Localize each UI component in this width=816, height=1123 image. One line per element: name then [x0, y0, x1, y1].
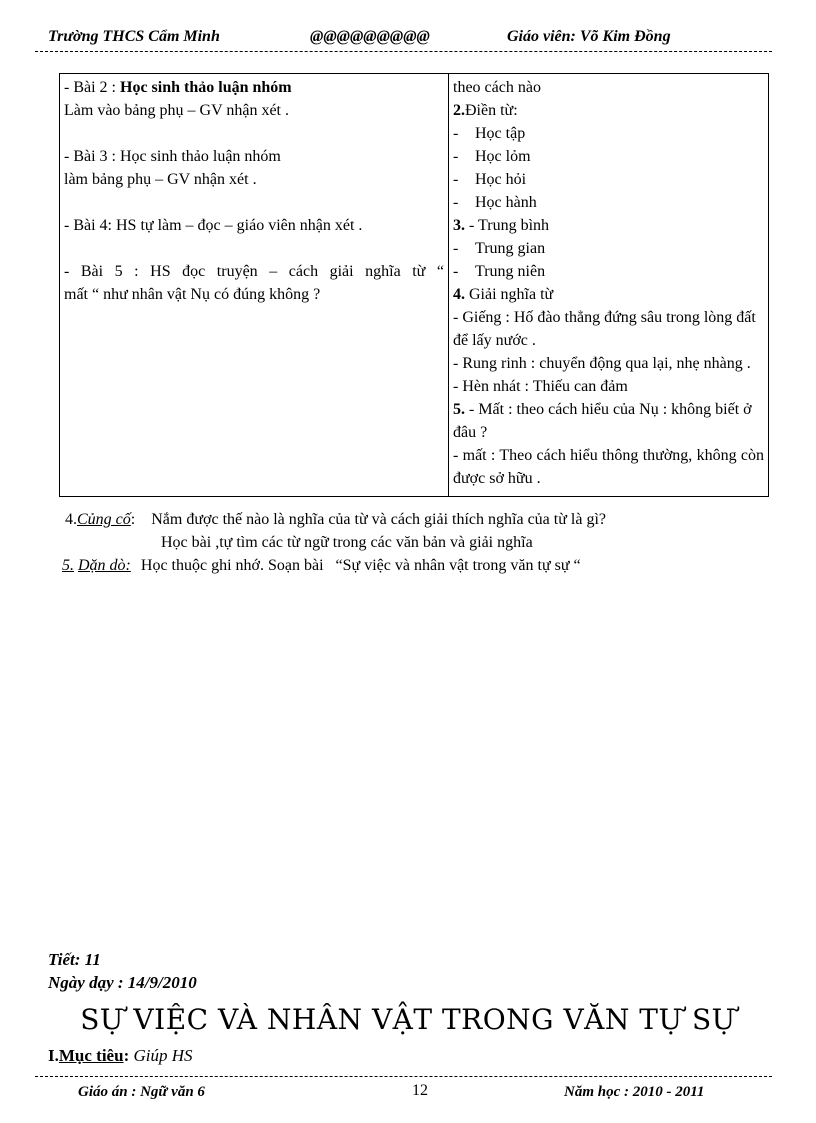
consolidation-text-2: Học bài ,tự tìm các từ ngữ trong các văn bản và giải nghĩa	[161, 534, 533, 551]
list-item: - Học lỏm	[453, 145, 764, 168]
exercise-table	[59, 73, 769, 497]
header-divider	[35, 51, 772, 52]
exercise-2-prefix: - Bài 2 :	[64, 79, 120, 96]
header-teacher: Giáo viên: Võ Kim Đồng	[507, 28, 671, 45]
section-3-heading	[453, 214, 764, 237]
consolidation-number: 4.	[65, 511, 77, 528]
section-3-title: - Trung bình	[465, 217, 550, 234]
consolidation-line	[65, 511, 606, 529]
lesson-number: Tiết: 11	[48, 950, 101, 969]
list-item: - Trung gian	[453, 237, 764, 260]
exercise-2-title: Học sinh thảo luận nhóm	[120, 79, 292, 96]
homework-text: Học thuộc ghi nhớ. Soạn bài “Sự việc và nhân vật trong văn tự sự “	[140, 557, 581, 574]
section-3-number: 3.	[453, 217, 465, 234]
objectives-colon: :	[123, 1046, 130, 1065]
list-item: - Học hỏi	[453, 168, 764, 191]
exercise-4-line: - Bài 4: HS tự làm – đọc – giáo viên nhận xét .	[64, 217, 363, 234]
definition-mat: - mất : Theo cách hiểu thông thường, không còn được sở hữu .	[453, 447, 764, 487]
definition-gieng: - Giếng : Hố đào thẳng đứng sâu trong lòng đất để lấy nước .	[453, 309, 756, 349]
list-item: - Học hành	[453, 191, 764, 214]
activities-column	[60, 74, 449, 497]
exercise-5-detail: mất “ như nhân vật Nụ có đúng không ?	[64, 286, 321, 303]
exercise-2-detail: Làm vào bảng phụ – GV nhận xét .	[64, 102, 289, 119]
section-2-number: 2.	[453, 102, 465, 119]
footer-school-year: Năm học : 2010 - 2011	[564, 1084, 705, 1100]
lesson-title: SỰ VIỆC VÀ NHÂN VẬT TRONG VĂN TỰ SỰ	[80, 1003, 736, 1036]
section-2-heading	[453, 99, 764, 122]
homework-label: Dặn dò:	[78, 557, 131, 574]
section-5-heading	[453, 398, 764, 444]
section-4-title: Giải nghĩa từ	[465, 286, 554, 303]
definition-hen-nhat: - Hèn nhát : Thiếu can đảm	[453, 378, 628, 395]
exercise-3-detail: làm bảng phụ – GV nhận xét .	[64, 171, 257, 188]
teaching-date: Ngày dạy : 14/9/2010	[48, 973, 197, 992]
objectives-text: Giúp HS	[133, 1046, 193, 1065]
objectives-prefix: I.	[48, 1046, 59, 1065]
header-marks: @@@@@@@@@	[310, 28, 430, 45]
page-header	[48, 28, 770, 50]
page-number: 12	[412, 1082, 428, 1099]
objectives-line	[48, 1046, 193, 1066]
section-5-number: 5.	[453, 401, 465, 418]
footer-divider	[35, 1076, 772, 1077]
list-item: - Học tập	[453, 122, 764, 145]
footer-subject: Giáo án : Ngữ văn 6	[78, 1084, 205, 1100]
section-4-number: 4.	[453, 286, 465, 303]
answers-column	[449, 74, 769, 497]
homework-line	[62, 557, 581, 575]
consolidation-label: Củng cố	[77, 511, 131, 528]
objectives-label: Mục tiêu	[58, 1046, 124, 1065]
list-item: - Trung niên	[453, 260, 764, 283]
header-school: Trường THCS Cẩm Minh	[48, 28, 220, 45]
section-4-heading	[453, 283, 764, 306]
section-5-text: - Mất : theo cách hiểu của Nụ : không biết ở đâu ?	[453, 401, 752, 441]
definition-rung-rinh: - Rung rinh : chuyển động qua lại, nhẹ nhàng .	[453, 355, 751, 372]
section-2-title: Điền từ:	[465, 102, 518, 119]
exercise-3-line: - Bài 3 : Học sinh thảo luận nhóm	[64, 148, 281, 165]
answer-line: theo cách nào	[453, 79, 541, 96]
homework-number: 5.	[62, 557, 74, 574]
consolidation-text: Nắm được thế nào là nghĩa của từ và cách giải thích nghĩa của từ là gì?	[151, 511, 606, 528]
consolidation-colon: :	[130, 511, 136, 528]
exercise-2-line	[64, 76, 444, 99]
exercise-5-line: - Bài 5 : HS đọc truyện – cách giải nghĩa từ “	[64, 263, 444, 280]
